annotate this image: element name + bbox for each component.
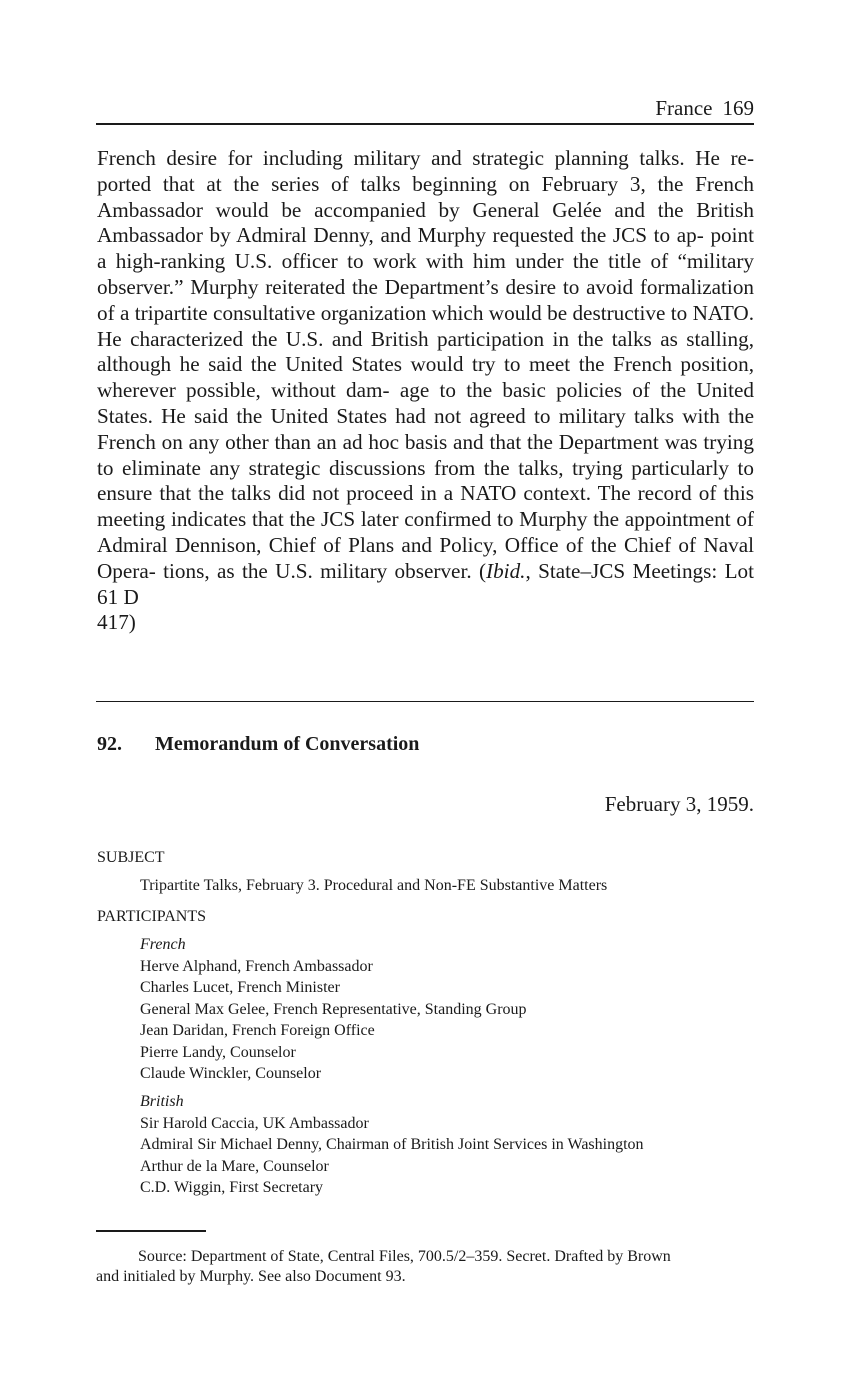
body-line: “military observer.” Murphy reiterated the Department’s desire to	[97, 249, 755, 299]
body-line: French desire for including military and strategic planning talks. He re-	[97, 146, 754, 170]
document-heading	[97, 730, 419, 758]
footnote-rule	[96, 1230, 206, 1232]
body-line: avoid formalization of a tripartite consultative organization which	[97, 274, 755, 325]
participant-item: Admiral Sir Michael Denny, Chairman of British Joint Services in Washington	[140, 1136, 644, 1153]
body-line: Ambassador would be accompanied by General Gelée and the British	[97, 197, 754, 222]
french-group-label: French	[140, 936, 186, 953]
participant-item: Pierre Landy, Counselor	[140, 1043, 296, 1061]
body-line: that the JCS later confirmed to Murphy the appointment of Admiral	[97, 507, 754, 557]
body-line: did not proceed in a NATO context. The record of this meeting indicates	[97, 481, 755, 532]
citation-end: 417)	[97, 610, 136, 635]
citation-rest: , State–JCS Meetings: Lot 61 D	[97, 558, 755, 609]
citation-paren: (	[478, 558, 487, 583]
running-header	[96, 94, 754, 122]
header-rule	[96, 123, 754, 125]
french-participants	[140, 934, 780, 1085]
body-line: hoc basis and that the Department was trying to eliminate any strategic	[97, 429, 754, 480]
page-number: 169	[722, 96, 754, 120]
body-line: ported that at the series of talks beginning on February 3, the French	[97, 171, 754, 196]
participant-item: General Max Gelee, French Representative, Standing Group	[140, 1000, 527, 1018]
body-line: tions, as the U.S. military observer.	[163, 558, 472, 583]
participant-item: Sir Harold Caccia, UK Ambassador	[140, 1114, 369, 1132]
document-number: 92.	[97, 733, 122, 755]
participant-item: Herve Alphand, French Ambassador	[140, 957, 373, 975]
body-line: age to the basic policies of the United States. He said the United States	[97, 378, 754, 428]
footnote-line: Source: Department of State, Central Files, 700.5/2–359. Secret. Drafted by Brown	[138, 1248, 671, 1265]
running-head-title: France	[655, 96, 713, 120]
british-participants	[140, 1091, 780, 1199]
british-group-label: British	[140, 1093, 184, 1110]
participant-item: Arthur de la Mare, Counselor	[140, 1157, 329, 1175]
body-line: participation in the talks as stalling, although he said the United States	[97, 326, 754, 377]
body-line: Ambassador by Admiral Denny, and Murphy requested the JCS to ap-	[97, 223, 704, 248]
participant-item: Jean Daridan, French Foreign Office	[140, 1022, 375, 1039]
participant-item: Claude Winckler, Counselor	[140, 1065, 322, 1082]
source-footnote	[96, 1247, 754, 1287]
subject-text: Tripartite Talks, February 3. Procedural and Non-FE Substantive Matters	[140, 877, 608, 894]
participant-item: Charles Lucet, French Minister	[140, 979, 340, 996]
participants-label: PARTICIPANTS	[97, 908, 207, 925]
body-paragraph	[97, 146, 754, 636]
body-line: point a high-ranking U.S. officer to work with him under the title of	[97, 223, 754, 274]
section-divider	[96, 701, 754, 702]
subject-label: SUBJECT	[97, 849, 165, 866]
participant-item: C.D. Wiggin, First Secretary	[140, 1179, 324, 1196]
body-line: Dennison, Chief of Plans and Policy, Office of the Chief of Naval Opera-	[97, 532, 755, 583]
body-line: discussions from the talks, trying particularly to ensure that the talks	[97, 455, 755, 506]
document-title: Memorandum of Conversation	[155, 733, 420, 755]
document-date: February 3, 1959.	[604, 792, 754, 816]
body-line: would try to meet the French position, wherever possible, without dam-	[97, 352, 755, 403]
body-line: would be destructive to NATO. He characterized the U.S. and British	[97, 300, 755, 351]
footnote-line: and initialed by Murphy. See also Document 93.	[96, 1268, 406, 1285]
citation-ibid: Ibid.	[486, 558, 526, 583]
body-line: had not agreed to military talks with the French on any other than an ad	[97, 403, 754, 454]
